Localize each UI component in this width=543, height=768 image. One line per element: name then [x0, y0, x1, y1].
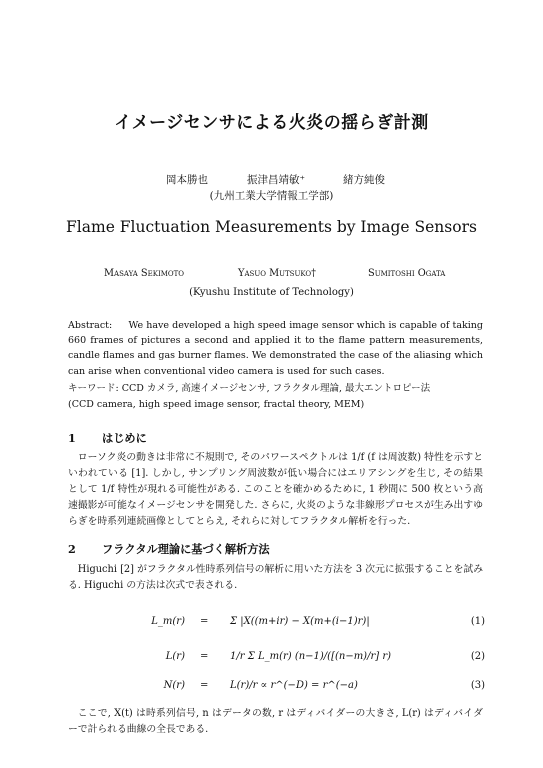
keywords-en: (CCD camera, high speed image sensor, fractal theory, MEM)	[68, 399, 365, 410]
author-jp-1: 岡本勝也	[166, 174, 208, 186]
affiliation-jp: (九州工業大学情報工学部)	[209, 190, 334, 202]
after-equation-paragraph: ここで, X(t) は時系列信号, n はデータの数, r はディバイダーの大きさ, L(r) はディバイダーで計られる曲線の全長である.	[68, 708, 483, 735]
equation-rhs: L(r)/r ∝ r^(−D) = r^(−a)	[230, 680, 358, 691]
equation-lhs: L(r)	[165, 651, 185, 662]
section-number: 2	[68, 542, 76, 556]
section-heading-1	[68, 430, 147, 446]
equation-number: (1)	[470, 616, 485, 627]
equation-1	[150, 616, 485, 638]
equation-rhs: Σ |X((m+ir) − X(m+(i−1)r)|	[230, 616, 370, 627]
abstract-text: We have developed a high speed image sensor which is capable of taking 660 frames of pictures a second and applied it to the flame pattern measurements, candle flames and gas burner flames. We demonstrated the case of the aliasing which can arise when conventional video camera is used for such cases.	[68, 320, 483, 377]
author-en-1: Masaya Sekimoto	[104, 268, 185, 279]
keywords	[68, 381, 483, 413]
abstract-label: Abstract:	[68, 320, 113, 331]
equation-rhs: 1/r Σ L_m(r) (n−1)/([(n−m)/r] r)	[230, 651, 391, 662]
equation-equals: =	[200, 680, 209, 691]
equation-3	[150, 680, 485, 702]
title-jp: イメージセンサによる火炎の揺らぎ計測	[114, 113, 429, 133]
equation-number: (3)	[470, 680, 485, 691]
equation-number: (2)	[470, 651, 485, 662]
section-heading-2	[68, 541, 270, 557]
section-number: 1	[68, 431, 76, 445]
author-en-2: Yasuo Mutsuko†	[238, 268, 317, 279]
title-en: Flame Fluctuation Measurements by Image Sensors	[66, 218, 477, 236]
author-jp-3: 緒方純俊	[343, 174, 385, 186]
equation-lhs: L_m(r)	[151, 616, 185, 627]
author-en-3: Sumitoshi Ogata	[368, 268, 446, 279]
equation-equals: =	[200, 651, 209, 662]
keywords-jp: キーワード: CCD カメラ, 高速イメージセンサ, フラクタル理論, 最大エントロピー法	[68, 383, 431, 394]
section-title: はじめに	[102, 431, 147, 445]
equation-equals: =	[200, 616, 209, 627]
author-jp-2: 振津昌靖敏⁺	[247, 174, 306, 186]
section-1-paragraph: ローソク炎の動きは非常に不規則で, そのパワースペクトルは 1/f (f は周波数) 特性を示すといわれている [1]. しかし, サンプリング周波数が低い場合にはエリアシングを生じ, その結果として 1/f 特性が現れる可能性がある. このことを確かめるために, 1 秒間に 500 枚という高速撮影が可能なイメージセンサを開発した. さらに, 火炎のような非線形プロセスが生み出すゆらぎを時系列連続画像としてとらえ, それらに対してフラクタル解析を行った.	[68, 452, 483, 527]
equation-lhs: N(r)	[163, 680, 185, 691]
equation-2	[150, 651, 485, 673]
abstract	[68, 318, 483, 379]
section-title: フラクタル理論に基づく解析方法	[102, 542, 270, 556]
section-2-paragraph: Higuchi [2] がフラクタル性時系列信号の解析に用いた方法を 3 次元に拡張することを試みる. Higuchi の方法は次式で表される.	[68, 564, 483, 591]
affiliation-en: (Kyushu Institute of Technology)	[189, 287, 354, 298]
